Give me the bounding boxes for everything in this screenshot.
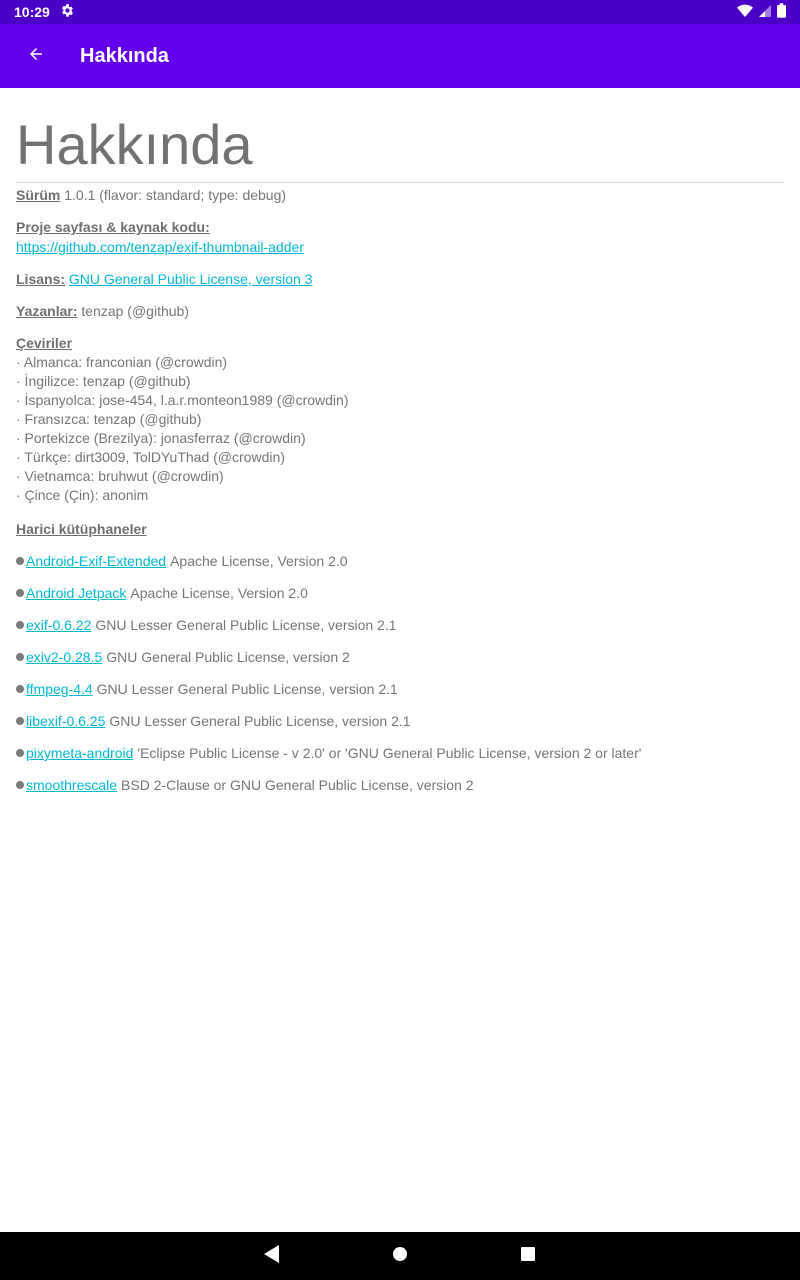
- authors-value: tenzap (@github): [77, 303, 189, 319]
- translation-item: · Vietnamca: bruhwut (@crowdin): [16, 468, 224, 484]
- project-label: Proje sayfası & kaynak kodu:: [16, 219, 210, 235]
- library-item: [16, 743, 784, 763]
- library-link[interactable]: libexif-0.6.25: [26, 713, 106, 729]
- bullet-icon: [16, 749, 24, 757]
- library-item: [16, 679, 784, 699]
- bullet-icon: [16, 685, 24, 693]
- translations-label: Çeviriler: [16, 335, 73, 351]
- app-bar-title: Hakkında: [80, 44, 169, 67]
- translations-section: [16, 333, 784, 505]
- bullet-icon: [16, 653, 24, 661]
- translation-item: · İspanyolca: jose-454, l.a.r.monteon1989 (@crowdin): [16, 392, 349, 408]
- about-content: [16, 88, 784, 807]
- library-license: GNU Lesser General Public License, version 2.1: [109, 713, 411, 729]
- authors-label: Yazanlar:: [16, 303, 78, 319]
- license-label: Lisans:: [16, 271, 66, 287]
- library-item: [16, 775, 784, 795]
- nav-back-button[interactable]: [208, 1232, 336, 1280]
- translation-item: · Türkçe: dirt3009, TolDYuThad (@crowdin): [16, 449, 285, 465]
- wifi-icon: [737, 4, 753, 21]
- nav-home-button[interactable]: [336, 1232, 464, 1280]
- translation-item: · Fransızca: tenzap (@github): [16, 411, 202, 427]
- library-license: 'Eclipse Public License - v 2.0' or 'GNU General Public License, version 2 or later': [137, 745, 642, 761]
- libraries-section: [16, 519, 784, 539]
- library-link[interactable]: exiv2-0.28.5: [26, 649, 103, 665]
- signal-icon: [759, 4, 771, 20]
- version-value: 1.0.1 (flavor: standard; type: debug): [60, 187, 287, 203]
- library-license: GNU Lesser General Public License, version 2.1: [96, 681, 398, 697]
- project-link[interactable]: https://github.com/tenzap/exif-thumbnail-adder: [16, 239, 304, 255]
- library-link[interactable]: Android Jetpack: [26, 585, 127, 601]
- settings-icon: [60, 3, 75, 21]
- bullet-icon: [16, 621, 24, 629]
- translation-item: · İngilizce: tenzap (@github): [16, 373, 191, 389]
- status-time: 10:29: [14, 4, 50, 20]
- library-link[interactable]: pixymeta-android: [26, 745, 134, 761]
- translation-item: · Çince (Çin): anonim: [16, 487, 149, 503]
- library-item: [16, 583, 784, 603]
- library-license: BSD 2-Clause or GNU General Public License, version 2: [121, 777, 474, 793]
- back-button[interactable]: [0, 24, 72, 88]
- library-license: Apache License, Version 2.0: [170, 553, 348, 569]
- library-link[interactable]: Android-Exif-Extended: [26, 553, 167, 569]
- library-link[interactable]: smoothrescale: [26, 777, 118, 793]
- authors-row: [16, 301, 784, 321]
- translation-item: · Almanca: franconian (@crowdin): [16, 354, 228, 370]
- library-license: GNU General Public License, version 2: [106, 649, 350, 665]
- library-item: [16, 615, 784, 635]
- page-title: Hakkında: [16, 110, 784, 183]
- translation-item: · Portekizce (Brezilya): jonasferraz (@crowdin): [16, 430, 306, 446]
- triangle-back-icon: [264, 1245, 280, 1268]
- version-label: Sürüm: [16, 187, 61, 203]
- navigation-bar: [0, 1232, 800, 1280]
- bullet-icon: [16, 717, 24, 725]
- library-license: Apache License, Version 2.0: [130, 585, 308, 601]
- library-item: [16, 551, 784, 571]
- bullet-icon: [16, 589, 24, 597]
- square-recents-icon: [520, 1246, 536, 1267]
- circle-home-icon: [392, 1246, 408, 1267]
- license-row: [16, 269, 784, 289]
- arrow-back-icon: [27, 45, 45, 68]
- library-license: GNU Lesser General Public License, version 2.1: [95, 617, 397, 633]
- app-bar: [0, 24, 800, 88]
- version-row: [16, 185, 784, 205]
- library-link[interactable]: ffmpeg-4.4: [26, 681, 93, 697]
- bullet-icon: [16, 781, 24, 789]
- library-link[interactable]: exif-0.6.22: [26, 617, 92, 633]
- project-row: [16, 217, 784, 257]
- library-item: [16, 711, 784, 731]
- nav-recents-button[interactable]: [464, 1232, 592, 1280]
- license-link[interactable]: GNU General Public License, version 3: [68, 271, 313, 287]
- battery-icon: [777, 3, 786, 21]
- bullet-icon: [16, 557, 24, 565]
- library-item: [16, 647, 784, 667]
- libraries-label: Harici kütüphaneler: [16, 521, 147, 537]
- status-bar: [0, 0, 800, 24]
